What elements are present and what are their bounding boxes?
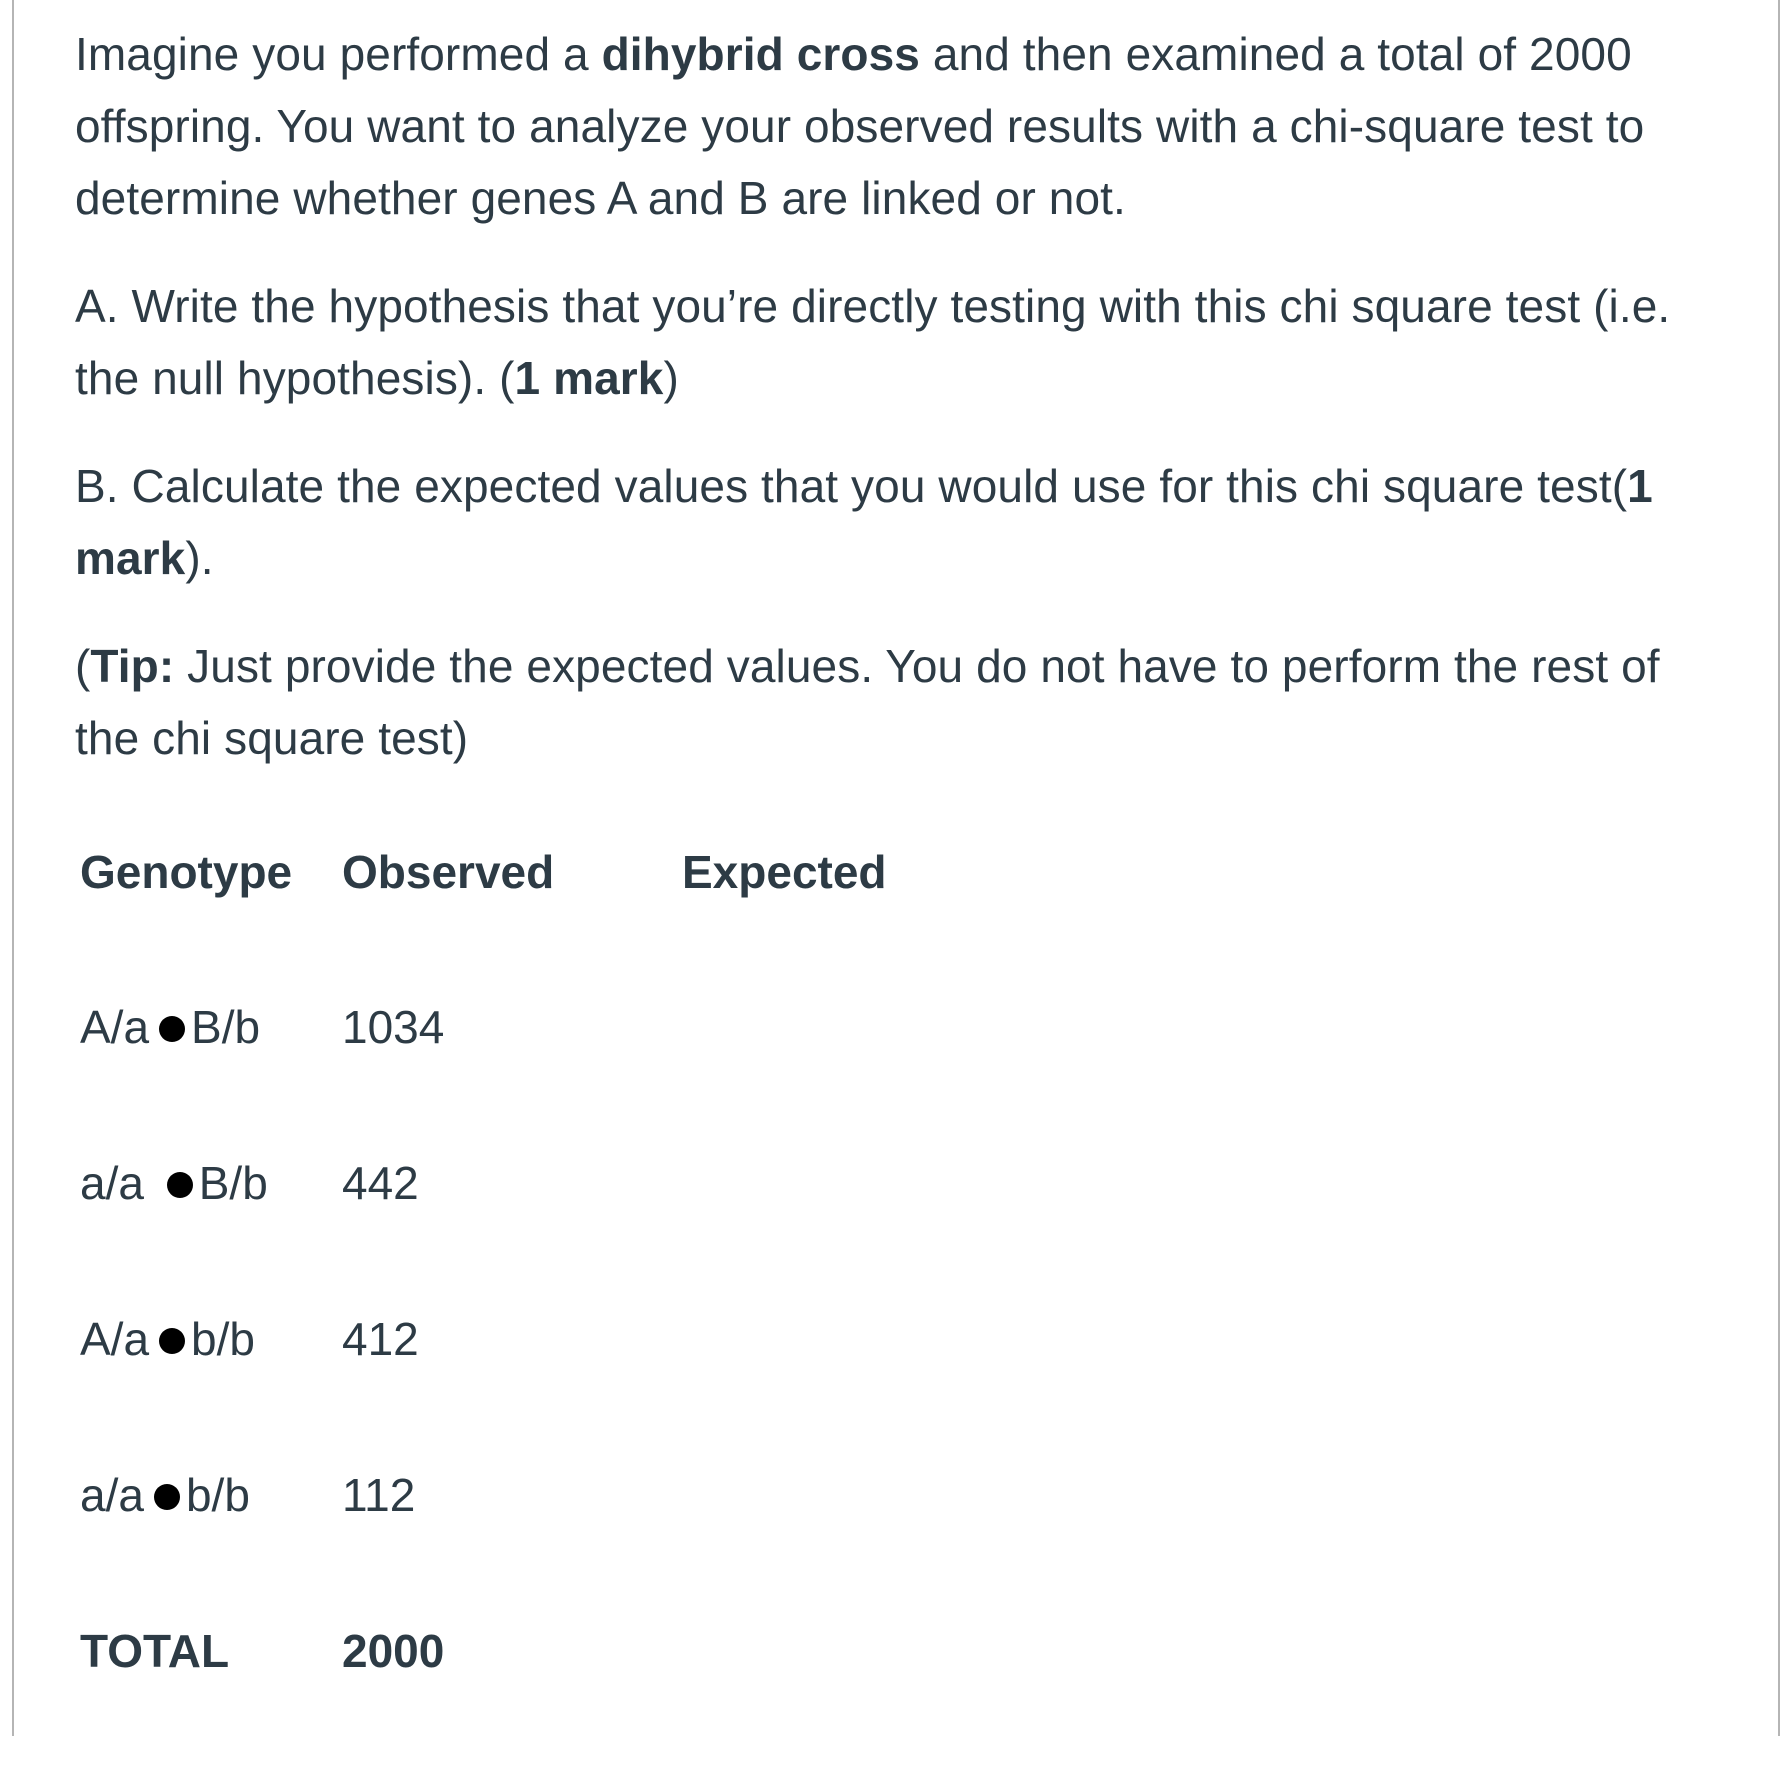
observed-cell: 1034	[342, 1001, 445, 1053]
genotype-b-allele: B/b	[198, 1157, 268, 1209]
genotype-a-allele: A/a	[80, 1313, 150, 1365]
observed-cell: 412	[342, 1313, 419, 1365]
genotype-cell	[80, 1312, 342, 1366]
genotype-b-allele: B/b	[191, 1001, 261, 1053]
genotype-a-allele: A/a	[80, 1001, 150, 1053]
tip-text: Just provide the expected values. You do not have to perform the rest of the chi square test)	[75, 640, 1660, 764]
bullet-dot-icon	[167, 1172, 193, 1198]
tip-paragraph	[75, 630, 1725, 774]
observed-cell: 112	[342, 1469, 416, 1521]
part-b-paragraph	[75, 450, 1725, 594]
part-a-paragraph	[75, 270, 1725, 414]
bullet-dot-icon	[159, 1016, 185, 1042]
intro-paragraph	[75, 18, 1725, 234]
total-observed: 2000	[342, 1625, 445, 1677]
intro-text-rest: and then examined a total of 2000 offspring. You want to analyze your observed results with a chi-square test to determine whether genes A and B are linked or not.	[75, 28, 1645, 224]
question-body	[75, 18, 1725, 810]
part-b-marks: 1 mark	[75, 460, 1653, 584]
table-row	[80, 1000, 980, 1156]
part-a-text: A. Write the hypothesis that you’re directly testing with this chi square test (i.e. the null hypothesis). (	[75, 280, 1671, 404]
part-a-text-end: )	[663, 352, 679, 404]
genotype-table	[80, 845, 980, 1780]
header-expected: Expected	[682, 846, 887, 898]
total-label: TOTAL	[80, 1625, 230, 1677]
part-b-text: B. Calculate the expected values that you would use for this chi square test(	[75, 460, 1628, 512]
bullet-dot-icon	[159, 1328, 185, 1354]
part-a-marks: 1 mark	[514, 352, 664, 404]
intro-text: Imagine you performed a	[75, 28, 602, 80]
genotype-a-allele: a/a	[80, 1157, 157, 1209]
table-header-row	[80, 845, 980, 1000]
header-genotype: Genotype	[80, 846, 293, 898]
genotype-cell	[80, 1468, 342, 1522]
tip-open: (	[75, 640, 91, 692]
table-row	[80, 1468, 980, 1624]
table-row	[80, 1156, 980, 1312]
header-observed: Observed	[342, 846, 555, 898]
genotype-cell	[80, 1156, 342, 1210]
genotype-a-allele: a/a	[80, 1469, 144, 1521]
genotype-cell	[80, 1000, 342, 1054]
genotype-b-allele: b/b	[191, 1313, 255, 1365]
intro-bold: dihybrid cross	[601, 28, 920, 80]
table-total-row	[80, 1624, 980, 1780]
tip-label: Tip:	[90, 640, 175, 692]
observed-cell: 442	[342, 1157, 419, 1209]
part-b-text-end: ).	[185, 532, 214, 584]
genotype-b-allele: b/b	[185, 1469, 250, 1521]
bullet-dot-icon	[154, 1484, 180, 1510]
table-row	[80, 1312, 980, 1468]
